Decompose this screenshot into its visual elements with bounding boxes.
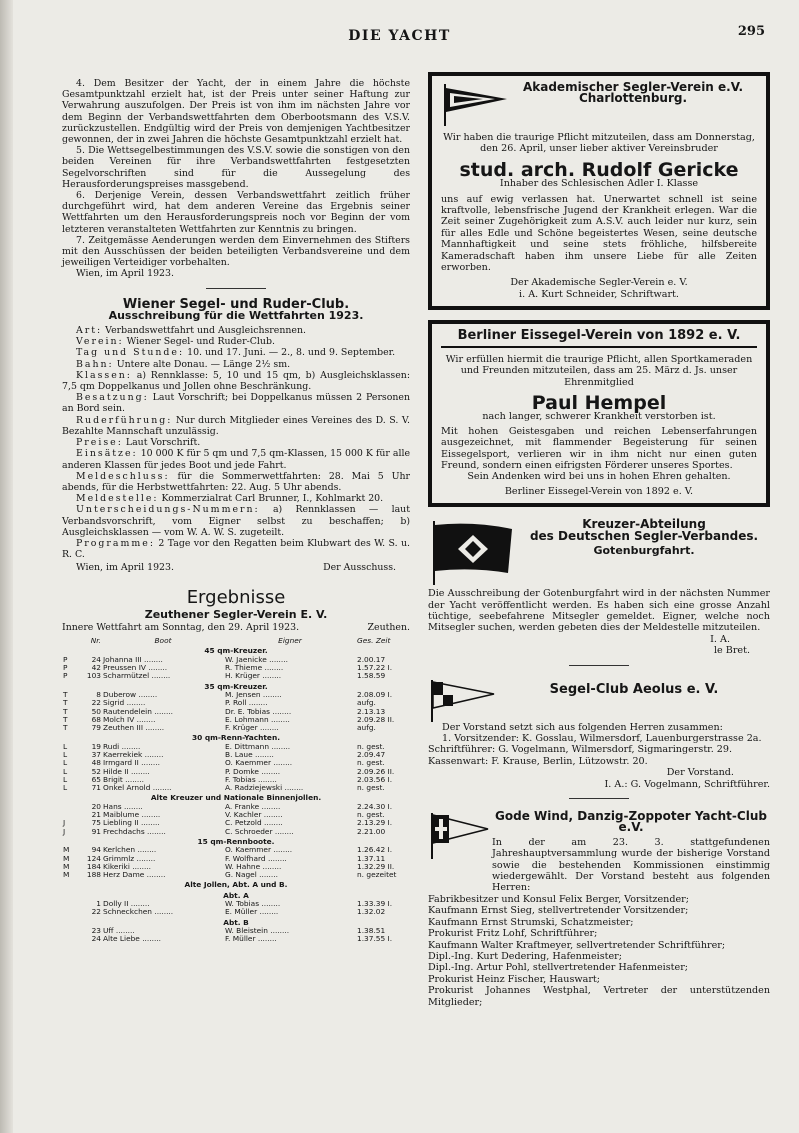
obituary-intro: Wir haben die traurige Pflicht mitzuteilen, dass am Donnerstag, den 26. April, unser lieber aktiver Vereinsbruder (443, 132, 755, 155)
sail-letter: P (63, 663, 68, 673)
section-title: Segel-Club Aeolus e. V. (549, 681, 719, 697)
table-row (62, 784, 410, 792)
boat-name: Dolly II ........ (103, 899, 150, 909)
rule-line (62, 437, 410, 448)
results-subheading (62, 622, 410, 633)
signature-ia: I. A. (710, 633, 730, 645)
class-heading-row (62, 879, 410, 889)
section-body: Die Ausschreibung der Gotenburgfahrt wird in der nächsten Nummer der Yacht veröffentlicht werden. Es haben sich eine grosse Anzahl tüchtige, seebefahrene Mitsegler gemeldet. Eigner, welche noch Mitsegler suchen, werden gebeten dies der Meldestelle mitzuteilen. (428, 588, 770, 634)
total-time: 1.57.22 I. (357, 663, 393, 673)
section-subtitle: Gotenburgfahrt. (593, 543, 695, 557)
total-time: 1.32.02 (357, 907, 386, 917)
sail-letter: L (63, 741, 68, 751)
rule-label: Einsätze: (76, 448, 138, 460)
class-heading: 30 qm-Renn-Yachten. (191, 733, 281, 743)
boat-name: Zeuthen III ........ (103, 723, 165, 733)
club-name: Akademischer Segler-Verein e.V. (522, 80, 744, 94)
board-member: Prokurist Johannes Westphal, Vertreter der unterstützenden Mitglieder; (428, 985, 770, 1008)
owner-name: O. Kaemmer ........ (225, 845, 293, 855)
sail-number: 23 (91, 925, 101, 935)
obituary-gericke (428, 72, 770, 310)
col-header-boat: Boot (154, 636, 172, 646)
sail-letter: M (63, 870, 70, 880)
page-gutter-shadow (0, 0, 13, 1133)
boat-name: Liebling II ........ (103, 818, 160, 828)
boat-name: Brigit ........ (103, 774, 144, 784)
paragraph-7: 7. Zeitgemässe Aenderungen werden dem Einvernehmen des Stifters mit den Ausschüssen der beiden beteiligten Verbandsvereine und dem jeweiligen Verteidiger vorbehalten. (62, 234, 410, 269)
total-time: 1.26.42 I. (357, 845, 393, 855)
results-date: Innere Wettfahrt am Sonntag, den 29. April 1923. (62, 621, 300, 633)
sail-letter (62, 927, 78, 935)
sail-letter: T (63, 714, 68, 724)
table-row (62, 935, 410, 943)
class-heading: Abt. B (223, 917, 249, 927)
sail-number: 94 (91, 845, 101, 855)
owner-name: W. Jaenicke ........ (225, 654, 288, 664)
owner-name: G. Nagel ........ (225, 870, 278, 880)
boat-name: Frechdachs ........ (103, 826, 166, 836)
sail-letter (62, 935, 78, 943)
owner-name: E. Müller ........ (225, 907, 279, 917)
sail-number: 8 (96, 689, 101, 699)
sail-number: 52 (91, 766, 101, 776)
sail-number: 42 (91, 663, 101, 673)
owner-name: O. Kaemmer ........ (225, 758, 293, 768)
sail-number: 37 (91, 750, 101, 759)
boat-name: Hilde II ........ (103, 766, 150, 776)
board-member: Prokurist Fritz Lohf, Schriftführer; (428, 928, 598, 940)
sail-letter: T (63, 706, 68, 716)
total-time: 2.00.17 (357, 654, 386, 664)
boat-name: Molch IV ........ (103, 714, 156, 724)
running-head: DIE YACHT (348, 28, 451, 44)
rule-text: 10 000 K für 5 qm und 7,5 qm-Klassen, 15 000 K für alle anderen Klassen für jedes Boot und jede Fahrt. (62, 448, 410, 471)
board-member: Schriftführer: G. Vogelmann, Wilmersdorf, Sigmaringerstr. 29. (428, 744, 733, 756)
sail-letter (62, 900, 78, 908)
rule-label: Verein: (76, 336, 124, 348)
owner-name: F. Tobias ........ (225, 774, 277, 784)
sail-number: 68 (91, 714, 101, 724)
results-heading: Ergebnisse (186, 586, 286, 608)
aeolus-section (428, 678, 770, 790)
total-time: n. gest. (357, 810, 385, 820)
owner-name: A. Franke ........ (225, 801, 281, 811)
rule-line (62, 415, 410, 437)
deceased-name: Paul Hempel (531, 391, 667, 414)
rule-line (62, 392, 410, 414)
obituary-body: nach langer, schwerer Krankheit verstorben ist. (482, 411, 716, 423)
page-number: 295 (737, 24, 765, 39)
obituary-hempel (428, 320, 770, 507)
total-time: 2.09.47 (357, 750, 386, 759)
boat-name: Irmgard II ........ (103, 758, 160, 768)
paragraph-6: 6. Derjenige Verein, dessen Verbandswettfahrt zeitlich früher durchgeführt wird, hat dem anderen Vereine das Ergebnis seiner Wettfahrten um den Herausforderungspreis noch vor Beginn der vom letzteren veranstalteten Wettfahrten zur Kenntnis zu bringen. (62, 190, 410, 235)
obituary-body: uns auf ewig verlassen hat. Unerwartet schnell ist seine kraftvolle, lebensfrische Jugend der Krankheit erlegen. War die Zeit seiner Zugehörigkeit zum A.S.V. auch leider nur kurz, sein für alles Edle und Schöne begeistertes Wesen, seine deutsche Mannhaftigkeit und seine stets fröhliche, hilfsbereite Kameradschaft haben ihm unsere Liebe für alle Zeiten erworben. (441, 193, 757, 274)
rule-label: Preise: (76, 437, 123, 449)
owner-name: A. Radziejewski ........ (225, 783, 304, 793)
boat-name: Grimmlz ........ (103, 853, 156, 863)
sail-number: 1 (96, 899, 101, 909)
rule-line (62, 493, 410, 504)
left-column (62, 78, 410, 944)
rule-line (62, 359, 410, 370)
owner-name: C. Schroeder ........ (225, 826, 294, 836)
sail-number: 184 (86, 861, 101, 871)
deceased-name: stud. arch. Rudolf Gericke (459, 158, 739, 181)
boat-name: Kaerrekiek ........ (103, 750, 164, 759)
rule-label: Bahn: (76, 358, 114, 370)
board-member: Kassenwart: F. Krause, Berlin, Lützowstr. 20. (428, 755, 648, 767)
sail-number: 65 (91, 774, 101, 784)
total-time: aufg. (357, 723, 376, 733)
signature-name: I. A.: G. Vogelmann, Schriftführer. (604, 778, 770, 790)
rule-text: a) Rennklassen — laut Verbandsvorschrift, vom Eigner selbst zu beschaffen; b) Ausgleichsklassen — vom W. A. W. S. zugeteilt. (62, 504, 410, 538)
sail-letter: T (63, 723, 68, 733)
rule-text: Kommerzialrat Carl Brunner, I., Kohlmarkt 20. (158, 493, 384, 505)
section-title: Gode Wind, Danzig-Zoppoter Yacht-Club e.V. (495, 809, 767, 835)
boat-name: Scharmützel ........ (103, 671, 171, 681)
total-time: aufg. (357, 698, 376, 708)
sail-number: 103 (86, 671, 101, 681)
rule-text: für die Sommerwettfahrten: 28. Mai 5 Uhr abends, für die Herbstwettfahrten: 22. Aug. 5 Uhr abends. (62, 470, 410, 493)
section-title: Kreuzer-Abteilung (582, 517, 706, 532)
total-time: 1.58.59 (357, 671, 386, 681)
sail-letter: T (63, 698, 68, 708)
sail-letter: L (63, 783, 68, 793)
sail-number: 50 (91, 706, 101, 716)
right-column (428, 72, 770, 1008)
signature-board: Der Vorstand. (666, 767, 734, 779)
section-body: In der am 23. 3. stattgefundenen Jahreshauptversammlung wurde der bisherige Vorstand sowie die bestehenden Kommissionen einstimmig wiedergewählt. Der Vorstand besteht aus folgenden Herren: (492, 836, 770, 894)
total-time: 1.38.51 (357, 925, 386, 935)
obituary-remembrance: Sein Andenken wird bei uns in hohen Ehren gehalten. (467, 471, 731, 483)
sail-letter: M (63, 853, 70, 863)
sail-letter: J (63, 818, 66, 828)
class-heading: Alte Kreuzer und Nationale Binnenjollen. (150, 793, 322, 803)
rule-line (62, 448, 410, 470)
total-time: 1.33.39 I. (357, 899, 393, 909)
rule-text: a) Rennklasse: 5, 10 und 15 qm, b) Ausgleichsklassen: 7,5 qm Doppelkanus und Jollen ohne Beschränkung. (62, 369, 410, 393)
total-time: 1.37.11 (357, 853, 386, 863)
rule-line (62, 538, 410, 560)
signature-name: le Bret. (713, 645, 750, 657)
boat-name: Herz Dame ........ (103, 870, 166, 880)
dateline: Wien, im April 1923. (76, 268, 174, 280)
obituary-signature: Der Akademische Segler-Verein e. V. (510, 277, 688, 289)
rule-label: Ruderführung: (76, 414, 173, 426)
board-member: Dipl.-Ing. Kurt Dedering, Hafenmeister; (428, 950, 622, 962)
rule-label: Klassen: (76, 369, 132, 381)
owner-name: Dr. E. Tobias ........ (225, 706, 292, 716)
owner-name: M. Jensen ........ (225, 689, 282, 699)
owner-name: W. Tobias ........ (225, 899, 281, 909)
total-time: 2.13.13 (357, 706, 386, 716)
boat-name: Kerlchen ........ (103, 845, 157, 855)
divider (206, 288, 266, 289)
owner-name: P. Roll ........ (225, 698, 268, 708)
boat-name: Sigrid ........ (103, 698, 146, 708)
boat-name: Duberow ........ (103, 689, 158, 699)
sail-letter: P (63, 671, 68, 681)
board-member: Dipl.-Ing. Artur Pohl, stellvertretender Hafenmeister; (428, 962, 689, 974)
cross-pennant-icon (428, 811, 492, 859)
sail-number: 22 (91, 907, 101, 917)
owner-name: C. Petzold ........ (225, 818, 283, 828)
rule-label: Programme: (76, 537, 155, 549)
club-flag-icon (428, 519, 518, 585)
sail-letter (62, 908, 78, 916)
sail-number: 20 (91, 801, 101, 811)
total-time: 2.09.26 II. (357, 766, 395, 776)
owner-name: W. Bleistein ........ (225, 925, 290, 935)
owner-name: E. Lohmann ........ (225, 714, 290, 724)
class-heading: 35 qm-Kreuzer. (204, 681, 268, 691)
sail-number: 24 (91, 654, 101, 664)
checkered-pennant-icon (428, 678, 498, 722)
sail-number: 79 (91, 723, 101, 733)
obituary-tribute: Mit hohen Geistesgaben und reichen Lebenserfahrungen ausgezeichnet, mit flammender Begeisterung für seinen Eissegelsport, verlieren wir in ihm nicht nur einen guten Freund, sondern einen eifrigsten Förderer unseres Sportes. (441, 425, 757, 471)
owner-name: P. Domke ........ (225, 766, 281, 776)
total-time: 1.37.55 I. (357, 934, 393, 944)
total-time: 2.03.56 I. (357, 774, 393, 784)
rule-label: Besatzung: (76, 392, 149, 404)
signature: Der Ausschuss. (323, 562, 396, 574)
total-time: n. gest. (357, 783, 385, 793)
board-member: Kaufmann Walter Kraftmeyer, sellvertretender Schriftführer; (428, 939, 726, 951)
rule-line (62, 347, 410, 358)
owner-name: R. Thieme ........ (225, 663, 284, 673)
results-place: Zeuthen. (367, 621, 410, 633)
sail-number: 71 (91, 783, 101, 793)
results-club: Zeuthener Segler-Verein E. V. (144, 607, 328, 621)
sail-letter: T (63, 689, 68, 699)
rule-line (62, 370, 410, 392)
signature-row (62, 562, 410, 573)
sail-number: 91 (91, 826, 101, 836)
sail-number: 48 (91, 758, 101, 768)
boat-name: Alte Liebe ........ (103, 934, 162, 944)
table-row (62, 724, 410, 732)
board-member: Prokurist Heinz Fischer, Hauswart; (428, 973, 600, 985)
class-heading: Abt. A (223, 890, 249, 900)
board-member: Fabrikbesitzer und Konsul Felix Berger, Vorsitzender; (428, 893, 689, 905)
boat-name: Uff ........ (103, 925, 135, 935)
club-city: Charlottenburg. (578, 91, 688, 106)
section-intro: Der Vorstand setzt sich aus folgenden Herren zusammen: (442, 721, 723, 733)
godewind-section (428, 811, 770, 1008)
deceased-title: Inhaber des Schlesischen Adler I. Klasse (499, 178, 699, 190)
rule-text: Untere alte Donau. — Länge 2½ sm. (113, 358, 291, 370)
section-title: des Deutschen Segler-Verbandes. (529, 528, 759, 543)
rule-line (62, 325, 410, 336)
sail-letter: P (63, 654, 68, 664)
boat-name: Johanna III ........ (103, 654, 163, 664)
boat-name: Rudi ........ (103, 741, 141, 751)
total-time: 1.32.29 II. (357, 861, 395, 871)
boat-name: Rautendelein ........ (103, 706, 174, 716)
sail-number: 75 (91, 818, 101, 828)
divider (569, 665, 629, 666)
paragraph-5: 5. Die Wettsegelbestimmungen des V.S.V. sowie die sonstigen von den beiden Vereinen für ihre Verbandswettfahrten festgesetzten Segelvorschriften sind für die Aussegelung des Herausforderungspreises massgebend. (62, 145, 410, 190)
board-member: 1. Vorsitzender: K. Gosslau, Wilmersdorf, Lauenburgerstrasse 2a. (442, 733, 762, 744)
total-time: n. gest. (357, 758, 385, 768)
col-header-time: Ges. Zeit (357, 636, 391, 646)
rule-label: Meldeschluss: (76, 470, 170, 482)
boat-name: Maiblume ........ (103, 810, 161, 820)
rule-text: Wiener Segel- und Ruder-Club. (123, 336, 275, 348)
sail-number: 24 (91, 934, 101, 944)
divider (569, 798, 629, 799)
club-subheading: Ausschreibung für die Wettfahrten 1923. (108, 308, 364, 322)
sail-number: 188 (86, 870, 101, 880)
table-row (62, 871, 410, 879)
table-row (62, 672, 410, 680)
col-header-owner: Eigner (278, 636, 302, 646)
table-row (62, 828, 410, 836)
total-time: n. gest. (357, 741, 385, 751)
class-heading: 15 qm-Rennboote. (197, 836, 275, 846)
owner-name: F. Müller ........ (225, 934, 277, 944)
class-heading: 45 qm-Kreuzer. (204, 646, 268, 656)
rule-line (62, 504, 410, 538)
sail-letter: L (63, 766, 68, 776)
rule-text: 2 Tage vor den Regatten beim Klubwart des W. S. u. R. C. (62, 537, 410, 561)
sail-number: 21 (91, 810, 101, 820)
sail-letter: L (63, 774, 68, 784)
results-table (62, 637, 410, 943)
boat-name: Onkel Arnold ........ (103, 783, 172, 793)
owner-name: V. Kachler ........ (225, 810, 283, 820)
pennant-flag-icon (441, 82, 509, 126)
boat-name: Kikeriki ........ (103, 861, 152, 871)
club-name: Berliner Eissegel-Verein von 1892 e. V. (441, 330, 757, 347)
club-heading: Wiener Segel- und Ruder-Club. (122, 296, 350, 312)
board-member: Kaufmann Ernst Strumski, Schatzmeister; (428, 916, 634, 928)
sail-number: 19 (91, 741, 101, 751)
rule-text: Laut Vorschrift. (122, 437, 201, 449)
col-header-nr: Nr. (90, 636, 101, 646)
total-time: 2.08.09 I. (357, 689, 393, 699)
obituary-intro: Wir erfüllen hiermit die traurige Pflicht, allen Sportkameraden und Freunden mitzuteilen, dass am 25. März d. Js. unser Ehrenmitglied (445, 353, 753, 388)
dateline: Wien, im April 1923. (76, 562, 174, 574)
board-member: Kaufmann Ernst Sieg, stellvertretender Vorsitzender; (428, 905, 689, 917)
rule-text: Nur durch Mitglieder eines Vereines des D. S. V. Bezahlte Mannschaft unzulässig. (62, 414, 410, 437)
board-member-list (428, 894, 770, 1008)
owner-name: H. Krüger ........ (225, 671, 282, 681)
sail-letter: L (63, 750, 68, 759)
rule-label: Unterscheidungs-Nummern: (76, 504, 260, 516)
owner-name: E. Dittmann ........ (225, 741, 291, 751)
rule-line (62, 336, 410, 347)
table-row (62, 908, 410, 916)
regatta-rules (62, 325, 410, 560)
boat-name: Hans ........ (103, 801, 143, 811)
sail-letter: J (63, 826, 66, 836)
total-time: n. gezeitet (357, 870, 397, 880)
obituary-signature: Berliner Eissegel-Verein von 1892 e. V. (504, 485, 694, 497)
owner-name: B. Laue ........ (225, 750, 274, 759)
sail-number: 22 (91, 698, 101, 708)
sail-letter: M (63, 861, 70, 871)
total-time: 2.13.29 I. (357, 818, 393, 828)
owner-name: W. Hahne ........ (225, 861, 282, 871)
boat-name: Preussen IV ........ (103, 663, 168, 673)
boat-name: Schneckchen ........ (103, 907, 174, 917)
rule-text: Verbandswettfahrt und Ausgleichsrennen. (102, 325, 306, 337)
sail-letter (62, 803, 78, 811)
owner-name: F. Krüger ........ (225, 723, 279, 733)
class-heading: Alte Jollen, Abt. A und B. (184, 880, 288, 890)
paragraph-4: 4. Dem Besitzer der Yacht, der in einem Jahre die höchste Gesamtpunktzahl erzielt hat, ist der Preis unter seiner Haftung zur Verwahrung auszufolgen. Der Preis ist von ihm im nächsten Jahre vor dem Beginn der Verbandswettfahrten dem Oberbootsmann des V.S.V. zurückzustellen. Endgültig wird der Preis von demjenigen Yachtbesitzer gewonnen, der in zwei Jahren die höchste Gesamtpunktzahl erzielt hat. (62, 78, 410, 146)
rule-text: Laut Vorschrift; bei Doppelkanus müssen 2 Personen an Bord sein. (62, 392, 410, 415)
rule-line (62, 471, 410, 493)
owner-name: F. Wolfhard ........ (225, 853, 287, 863)
obituary-signatory: i. A. Kurt Schneider, Schriftwart. (519, 288, 679, 300)
sail-letter: L (63, 758, 68, 768)
rule-label: Meldestelle: (76, 493, 159, 505)
total-time: 2.09.28 II. (357, 714, 395, 724)
sail-letter: M (63, 845, 70, 855)
rule-label: Art: (76, 325, 103, 337)
sail-number: 124 (86, 853, 101, 863)
kreuzer-section (428, 519, 770, 656)
total-time: 2.24.30 I. (357, 801, 393, 811)
total-time: 2.21.00 (357, 826, 386, 836)
rule-text: 10. und 17. Juni. — 2., 8. und 9. September. (184, 347, 396, 359)
rule-label: Tag und Stunde: (76, 347, 185, 359)
table-header (62, 637, 410, 645)
